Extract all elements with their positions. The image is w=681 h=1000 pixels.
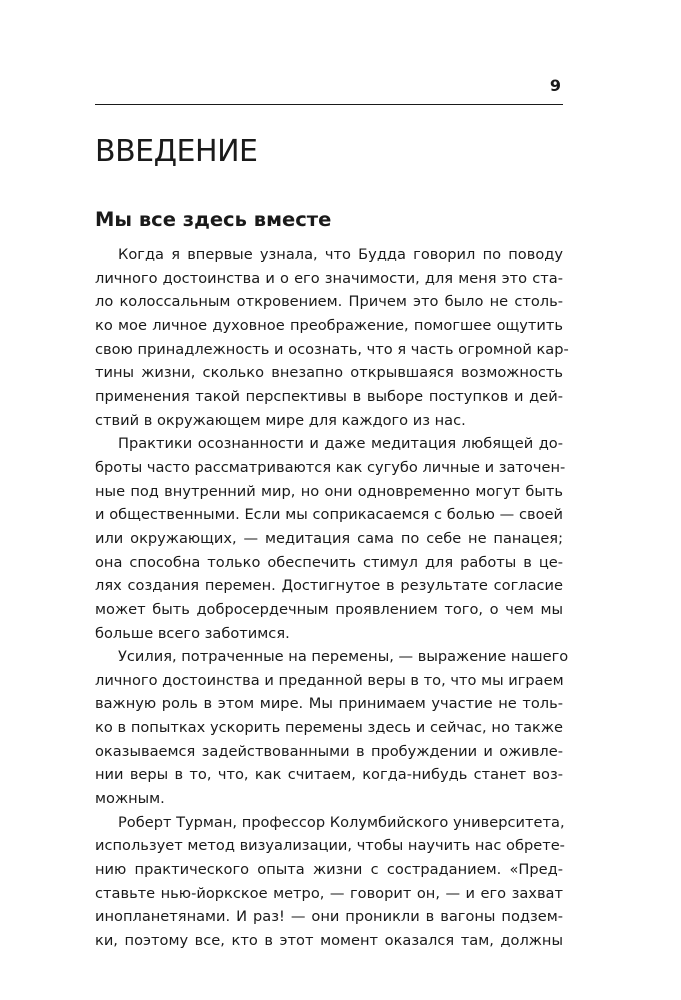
text-line: нию практического опыта жизни с состраданием. «Пред-	[95, 861, 563, 879]
header-rule	[95, 104, 563, 105]
text-line: свою принадлежность и осознать, что я часть огромной кар-	[95, 340, 569, 358]
text-line: ставьте нью-йоркское метро, — говорит он, — и его захват	[95, 884, 563, 902]
text-line: важную роль в этом мире. Мы принимаем участие не толь-	[95, 695, 563, 713]
text-line: ствий в окружающем мире для каждого из нас.	[95, 411, 466, 429]
text-line: Усилия, потраченные на перемены, — выражение нашего	[118, 648, 569, 666]
text-line: лях создания перемен. Достигнутое в результате согласие	[95, 577, 563, 595]
text-line: больше всего заботимся.	[95, 624, 290, 642]
text-line: Роберт Турман, профессор Колумбийского университета,	[118, 813, 565, 831]
section-title: Мы все здесь вместе	[95, 208, 332, 231]
text-line: ки, поэтому все, кто в этот момент оказался там, должны	[95, 932, 563, 950]
text-line: или окружающих, — медитация сама по себе не панацея;	[95, 529, 563, 547]
text-line: инопланетянами. И раз! — они проникли в вагоны подзем-	[95, 908, 563, 926]
text-line: оказываемся задействованными в пробуждении и оживле-	[95, 742, 563, 760]
text-line: тины жизни, сколько внезапно открывшаяся возможность	[95, 364, 563, 382]
text-line: броты часто рассматриваются как сугубо личные и заточен-	[95, 458, 566, 476]
text-line: личного достоинства и преданной веры в то, что мы играем	[95, 671, 564, 689]
text-line: ло колоссальным откровением. Причем это было не столь-	[95, 293, 563, 311]
text-line: она способна только обеспечить стимул для работы в це-	[95, 553, 563, 571]
text-line: может быть добросердечным проявлением того, о чем мы	[95, 600, 563, 618]
text-line: и общественными. Если мы соприкасаемся с болью — своей	[95, 506, 563, 524]
chapter-title: ВВЕДЕНИЕ	[95, 134, 258, 169]
paragraph	[95, 811, 563, 953]
text-line: Когда я впервые узнала, что Будда говорил по поводу	[118, 246, 563, 263]
text-line: Практики осознанности и даже медитация любящей до-	[118, 435, 563, 453]
text-line: ные под внутренний мир, но они одновременно могут быть	[95, 482, 563, 500]
paragraph	[95, 645, 569, 811]
text-line: личного достоинства и о его значимости, для меня это ста-	[95, 269, 563, 287]
paragraph	[95, 432, 566, 645]
text-line: применения такой перспективы в выборе поступков и дей-	[95, 387, 563, 405]
page-number: 9	[549, 76, 561, 95]
text-line: ко в попытках ускорить перемены здесь и сейчас, но также	[95, 719, 563, 737]
body-text	[95, 243, 569, 953]
text-line: можным.	[95, 790, 165, 808]
paragraph	[95, 243, 569, 432]
text-line: использует метод визуализации, чтобы научить нас обрете-	[95, 837, 565, 855]
text-line: нии веры в то, что, как считаем, когда-нибудь станет воз-	[95, 766, 563, 784]
text-line: ко мое личное духовное преображение, помогшее ощутить	[95, 316, 563, 334]
